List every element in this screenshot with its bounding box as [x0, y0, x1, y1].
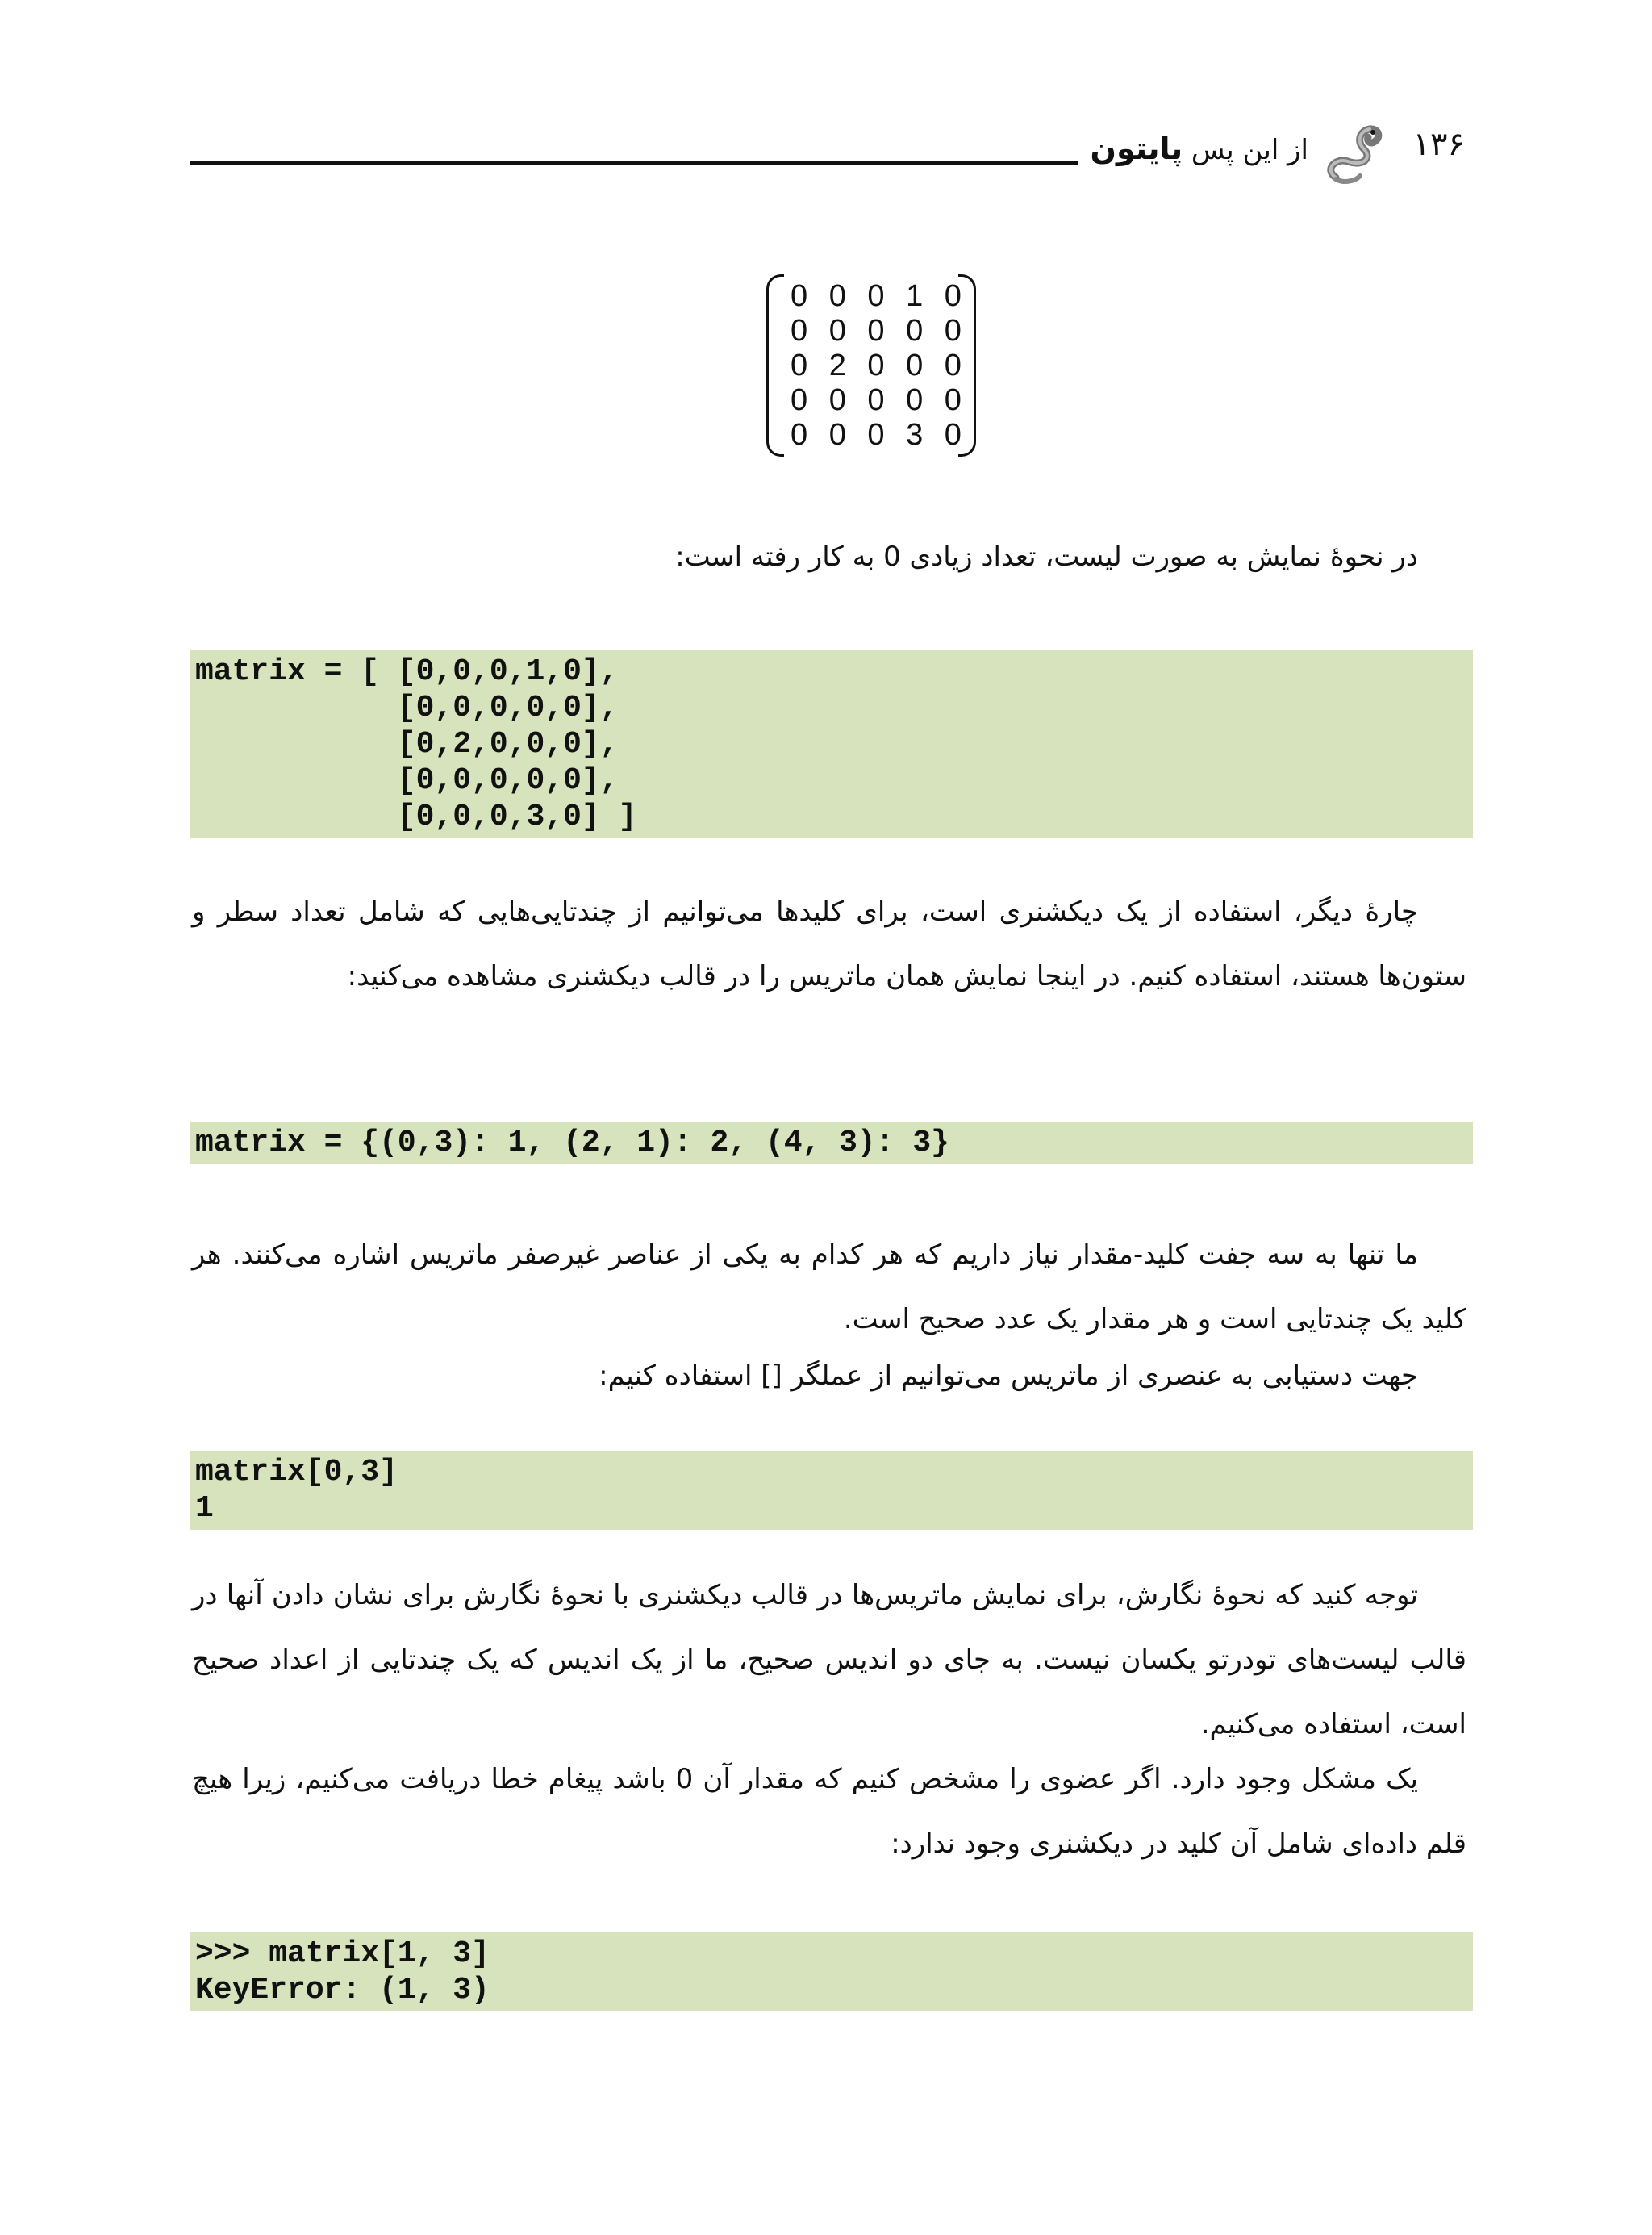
code-block-error [190, 1932, 1473, 2012]
matrix-right-bracket [958, 274, 976, 457]
code-line: 1 [195, 1491, 214, 1526]
paragraph-text: چارهٔ دیگر، استفاده از یک دیکشنری است، برای کلیدها می‌توانیم از چندتایی‌هایی که شامل تعداد سطر و ستون‌ها هستند، استفاده کنیم. در اینجا نمایش همان ماتریس را در قالب دیکشنری مشاهده می‌کنید: [192, 896, 1466, 992]
book-title-prefix: از این پس [1191, 134, 1308, 166]
code-line: [0,2,0,0,0], [195, 727, 619, 762]
paragraph-key-error [192, 1747, 1466, 1876]
code-line: [0,0,0,0,0], [195, 691, 619, 725]
code-block-list-matrix [190, 650, 1473, 838]
code-line: matrix[0,3] [195, 1455, 398, 1489]
matrix-rows [791, 279, 968, 453]
paragraph-text: ما تنها به سه جفت کلید-مقدار نیاز داریم که هر کدام به یکی از عناصر غیرصفر ماتریس اشاره می‌کنند. هر کلید یک چندتایی است و هر مقدار یک عدد صحیح است. [192, 1239, 1466, 1335]
paragraph-syntax-note [192, 1563, 1466, 1757]
paragraph-key-value [192, 1222, 1466, 1351]
code-block-dict-matrix [190, 1122, 1473, 1164]
matrix-row: 0 0 0 0 0 [791, 314, 968, 348]
matrix-left-bracket [766, 274, 784, 457]
code-line: matrix = {(0,3): 1, (2, 1): 2, (4, 3): 3} [195, 1126, 949, 1160]
paragraph-text: در نحوهٔ نمایش به صورت لیست، تعداد زیادی 0 به کار رفته است: [675, 541, 1418, 573]
paragraph-dict-intro [192, 879, 1466, 1009]
header-rule [190, 161, 1078, 165]
page-header [190, 121, 1465, 186]
paragraph-text: جهت دستیابی به عنصری از ماتریس می‌توانیم از عملگر [] استفاده کنیم: [599, 1360, 1418, 1392]
code-line: >>> matrix[1, 3] [195, 1936, 490, 1971]
book-title-bold: پایتون [1090, 131, 1183, 166]
paragraph-list-intro [192, 524, 1466, 589]
code-block-access [190, 1451, 1473, 1530]
code-line: matrix = [ [0,0,0,1,0], [195, 654, 619, 689]
matrix-row: 0 2 0 0 0 [791, 349, 968, 382]
snake-mascot-icon [1320, 121, 1384, 186]
matrix-row: 0 0 0 1 0 [791, 279, 968, 313]
matrix-row: 0 0 0 0 0 [791, 383, 968, 417]
code-line: [0,0,0,0,0], [195, 763, 619, 798]
sparse-matrix-figure [766, 274, 976, 460]
paragraph-text: توجه کنید که نحوهٔ نگارش، برای نمایش ماتریس‌ها در قالب دیکشنری با نحوهٔ نگارش برای نشان دادن آنها در قالب لیست‌های تودرتو یکسان نیست. به جای دو اندیس صحیح، ما از یک اندیس که یک چندتایی از اعداد صحیح است، استفاده می‌کنیم. [192, 1579, 1466, 1740]
book-title [1091, 131, 1308, 166]
matrix-row: 0 0 0 3 0 [791, 418, 968, 452]
paragraph-access [192, 1343, 1466, 1408]
paragraph-text: یک مشکل وجود دارد. اگر عضوی را مشخص کنیم که مقدار آن 0 باشد پیغام خطا دریافت می‌کنیم، زیرا هیچ قلم داده‌ای شامل آن کلید در دیکشنری وجود ندارد: [192, 1763, 1466, 1860]
code-line: [0,0,0,3,0] ] [195, 800, 637, 834]
page-number: ۱۳۶ [1412, 126, 1465, 163]
code-line: KeyError: (1, 3) [195, 1973, 490, 2007]
